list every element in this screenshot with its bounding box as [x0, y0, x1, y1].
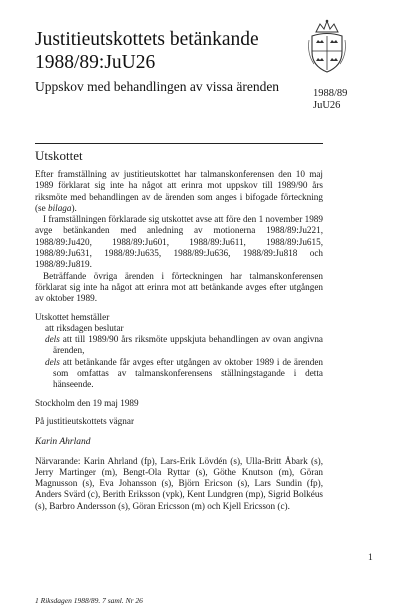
- recommendation-intro: Utskottet hemställer: [35, 311, 110, 322]
- recommendation-item-1: [35, 334, 323, 357]
- reference-number: JuU26: [313, 100, 341, 111]
- document-title: [35, 28, 259, 74]
- reference-session: 1988/89: [313, 88, 348, 99]
- place-date: Stockholm den 19 maj 1989: [35, 397, 139, 408]
- paragraph-1: [35, 169, 323, 214]
- title-line-1: Justitieutskottets betänkande: [35, 29, 259, 50]
- paragraph-1-text: Efter framställning av justitieutskottet har talmanskonferensen den 10 maj 1989 förklarat sig inte ha något att erinra mot uppskov till 1989/90 års riksmöte med behandlingen av de ärenden som anges i bifogade förteckning (se: [35, 169, 323, 213]
- paragraph-1-end: ).: [71, 202, 77, 213]
- title-line-2: 1988/89:JuU26: [35, 52, 156, 73]
- on-behalf: På justitieutskottets vägnar: [35, 415, 135, 426]
- item-1-text: att till 1989/90 års riksmöte uppskjuta behandlingen av ovan angivna ärenden,: [53, 334, 323, 356]
- paragraph-2: I framställningen förklarade sig utskottet avse att före den 1 november 1989 avge betänkanden med anledning av motionerna 1988/89:Ju221, 1988/89:Ju420, 1988/89:Ju601, 1988/89:Ju611, 1988/89:Ju615, 1988/89:Ju631, 1988/89:Ju635, 1988/89:Ju636, 1988/89:Ju818 och 1988/89:Ju819.: [35, 214, 323, 270]
- header-divider: [35, 143, 323, 144]
- item-2-text: att betänkande får avges efter utgången av oktober 1989 i de ärenden som omfattas av talmanskonferensens ställningstagande i detta hänseende.: [53, 356, 323, 390]
- paragraph-3: Beträffande övriga ärenden i förteckningen har talmanskonferensen förklarat sig inte ha något att erinra mot att betänkande avges efter utgången av oktober 1989.: [35, 270, 323, 304]
- appendix-reference: bilaga: [48, 202, 72, 213]
- recommendation-clause: att riksdagen beslutar: [45, 322, 124, 333]
- item-2-lead: dels: [45, 356, 60, 367]
- page-footer: 1 Riksdagen 1988/89. 7 saml. Nr 26: [35, 596, 143, 605]
- recommendation-item-2: [35, 357, 323, 391]
- page-number: 1: [368, 553, 373, 563]
- section-heading: Utskottet: [35, 148, 83, 163]
- item-1-lead: dels: [45, 334, 60, 345]
- document-subtitle: Uppskov med behandlingen av vissa ärenden: [35, 79, 280, 94]
- attendees: Närvarande: Karin Ahrland (fp), Lars-Erik Lövdén (s), Ulla-Britt Åbark (s), Jerry Martinger (m), Bengt-Ola Ryttar (s), Göthe Knutson (m), Göran Magnusson (s), Eva Johansson (s), Björn Ericson (s), Lars Sundin (fp), Anders Svärd (c), Berith Eriksson (vpk), Kent Lundgren (mp), Sigrid Bolkéus (s), Barbro Andersson (s), Göran Ericsson (m) och Kjell Ericsson (c).: [35, 455, 323, 511]
- document-reference: [313, 88, 347, 112]
- swedish-crown-crest-icon: [306, 18, 348, 76]
- document-body: [35, 169, 323, 512]
- signatory: Karin Ahrland: [35, 437, 91, 448]
